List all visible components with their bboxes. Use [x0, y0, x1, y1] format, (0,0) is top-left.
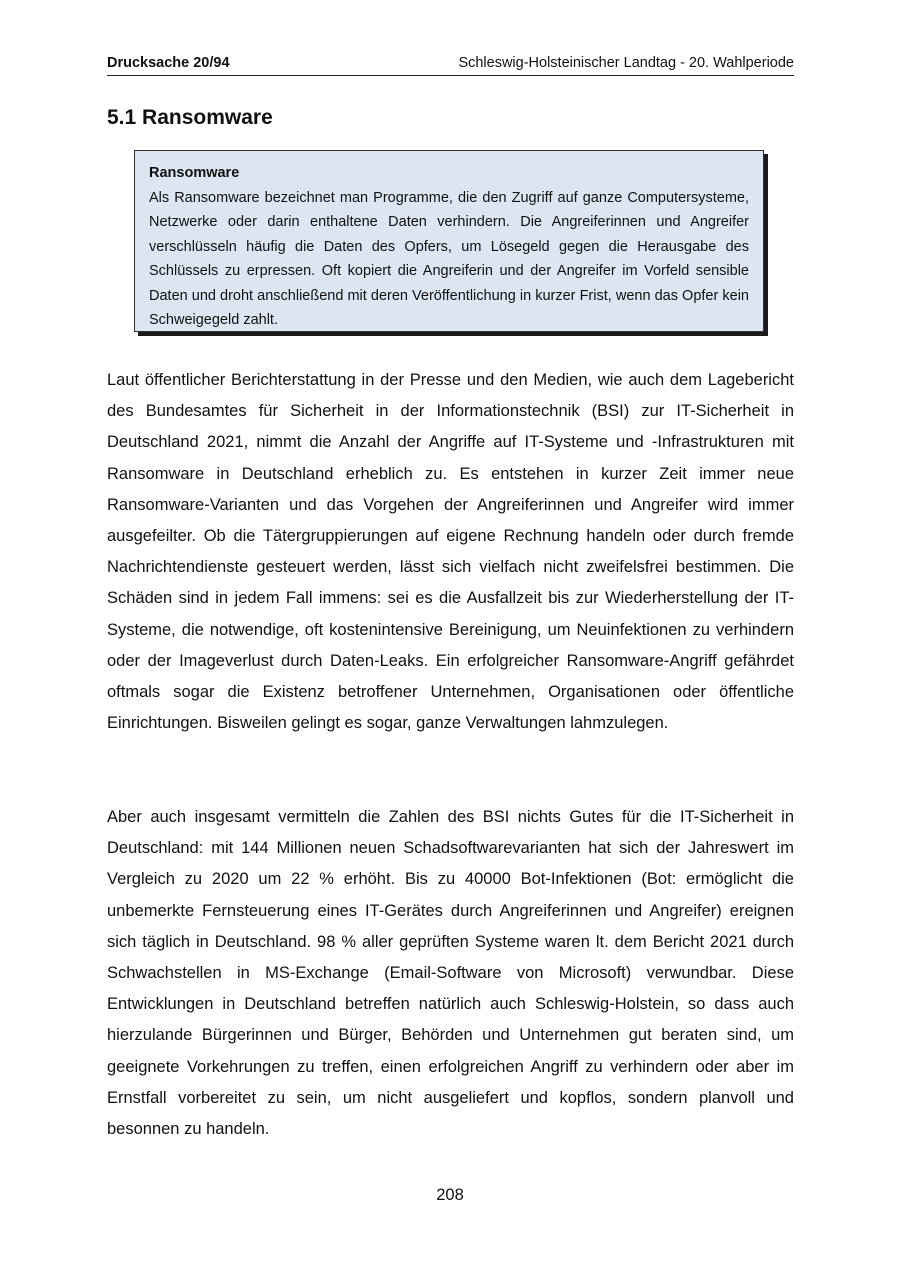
body-paragraph-1: Laut öffentlicher Berichterstattung in der Presse und den Medien, wie auch dem Lagebericht des Bundesamtes für Sicherheit in der Informationstechnik (BSI) zur IT-Sicherheit in Deutschland 2021, nimmt die Anzahl der Angriffe auf IT-Systeme und -Infrastrukturen mit Ransomware in Deutschland erheblich zu. Es entstehen in kurzer Zeit immer neue Ransomware-Varianten und das Vorgehen der Angreiferinnen und Angreifer wird immer ausgefeilter. Ob die Tätergruppierungen auf eigene Rechnung handeln oder durch fremde Nachrichtendienste gesteuert werden, lässt sich vielfach nicht zweifelsfrei bestimmen. Die Schäden sind in jedem Fall immens: sei es die Ausfallzeit bis zur Wiederherstellung der IT-Systeme, die notwendige, oft kostenintensive Bereinigung, um Neuinfektionen zu verhindern oder der Imageverlust durch Daten-Leaks. Ein erfolgreicher Ransomware-Angriff gefährdet oftmals sogar die Existenz betroffener Unternehmen, Organisationen oder öffentliche Einrichtungen. Bisweilen gelingt es sogar, ganze Verwaltungen lahmzulegen. [107, 371, 794, 733]
page-header [107, 53, 794, 76]
definition-box-title: Ransomware [149, 165, 240, 181]
definition-box-text: Als Ransomware bezeichnet man Programme, die den Zugriff auf ganze Computersysteme, Netzwerke oder darin enthaltene Daten verhindern. Die Angreiferinnen und Angreifer verschlüsseln häufig die Daten des Opfers, um Lösegeld gegen die Herausgabe des Schlüssels zu erpressen. Oft kopiert die Angreiferin und der Angreifer im Vorfeld sensible Daten und droht anschließend mit deren Veröffentlichung in kurzer Frist, wenn das Opfer kein Schweigegeld zahlt. [149, 189, 749, 328]
page-number: 208 [436, 1186, 464, 1204]
section-title: 5.1 Ransomware [107, 106, 273, 129]
definition-box [134, 150, 764, 332]
document-number: Drucksache 20/94 [107, 55, 230, 71]
body-paragraph-2: Aber auch insgesamt vermitteln die Zahlen des BSI nichts Gutes für die IT-Sicherheit in Deutschland: mit 144 Millionen neuen Schadsoftwarevarianten hat sich der Jahreswert im Vergleich zu 2020 um 22 % erhöht. Bis zu 40000 Bot-Infektionen (Bot: ermöglicht die unbemerkte Fernsteuerung eines IT-Gerätes durch Angreiferinnen und Angreifer) ereignen sich täglich in Deutschland. 98 % aller geprüften Systeme waren lt. dem Bericht 2021 durch Schwachstellen in MS-Exchange (Email-Software von Microsoft) verwundbar. Diese Entwicklungen in Deutschland betreffen natürlich auch Schleswig-Holstein, so dass auch hierzulande Bürgerinnen und Bürger, Behörden und Unternehmen gut beraten sind, um geeignete Vorkehrungen zu treffen, einen erfolgreichen Angriff zu verhindern oder aber im Ernstfall vorbereitet zu sein, um nicht ausgeliefert und kopflos, sondern planvoll und besonnen zu handeln. [107, 808, 794, 1139]
parliament-title: Schleswig-Holsteinischer Landtag - 20. Wahlperiode [458, 55, 794, 71]
